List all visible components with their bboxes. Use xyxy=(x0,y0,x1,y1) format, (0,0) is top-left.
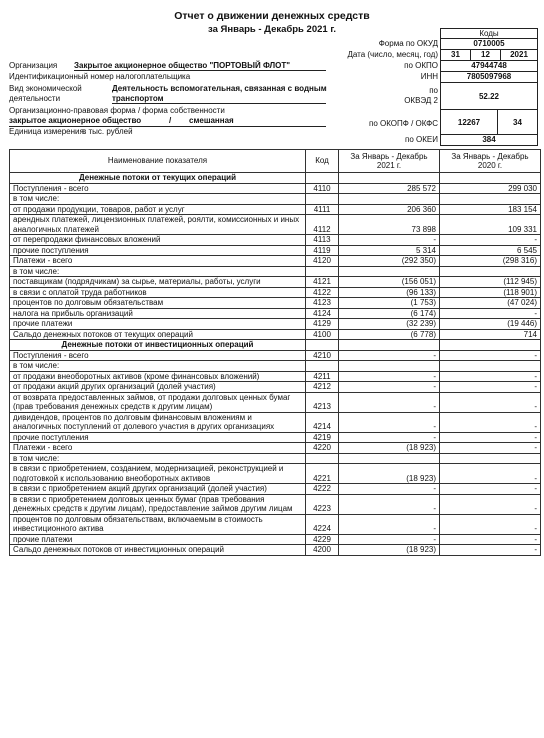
date-month: 12 xyxy=(470,49,501,61)
row-value-2021 xyxy=(339,453,440,464)
row-value-2021: - xyxy=(339,392,440,412)
okopf-label: по ОКОПФ / ОКФС xyxy=(369,119,438,128)
okud-code: 0710005 xyxy=(440,38,538,50)
row-value-2020 xyxy=(440,266,541,277)
row-value-2021: 73 898 xyxy=(339,215,440,235)
row-value-2021 xyxy=(339,266,440,277)
row-name: в том числе: xyxy=(10,453,306,464)
inn-caption: Идентификационный номер налогоплательщика xyxy=(9,72,191,81)
row-code: 4120 xyxy=(306,256,339,267)
row-value-2020: - xyxy=(440,432,541,443)
row-name: от перепродажи финансовых вложений xyxy=(10,235,306,246)
unit-value: в тыс. рублей xyxy=(82,127,133,136)
row-value-2020 xyxy=(440,453,541,464)
row-code: 4100 xyxy=(306,329,339,340)
row-value-2020: - xyxy=(440,235,541,246)
row-value-2021: (292 350) xyxy=(339,256,440,267)
row-name: поставщикам (подрядчикам) за сырье, материалы, работы, услуги xyxy=(10,277,306,288)
row-value-2021: (96 133) xyxy=(339,287,440,298)
table-row xyxy=(10,484,541,495)
row-value-2020: 299 030 xyxy=(440,183,541,194)
okei-label: по ОКЕИ xyxy=(405,135,438,144)
table-row xyxy=(10,266,541,277)
activity-label-2: деятельности xyxy=(9,94,61,103)
row-code xyxy=(306,361,339,372)
row-code: 4122 xyxy=(306,287,339,298)
row-name: в том числе: xyxy=(10,266,306,277)
row-name: в том числе: xyxy=(10,194,306,205)
row-value-2020: - xyxy=(440,382,541,393)
report-period: за Январь - Декабрь 2021 г. xyxy=(208,24,336,35)
inn-code: 7805097968 xyxy=(440,71,538,83)
okved-code: 52.22 xyxy=(440,82,538,110)
row-value-2021: (18 923) xyxy=(339,443,440,454)
row-name: в связи с приобретением долговых ценных бумаг (прав требования денежных средств к другим лицам), предоставление займов другим лицам xyxy=(10,494,306,514)
table-row xyxy=(10,432,541,443)
okud-label: Форма по ОКУД xyxy=(378,39,438,48)
row-code xyxy=(306,194,339,205)
row-value-2021: 285 572 xyxy=(339,183,440,194)
row-value-2021: (32 239) xyxy=(339,319,440,330)
row-name: от продажи внеоборотных активов (кроме финансовых вложений) xyxy=(10,371,306,382)
org-name: Закрытое акционерное общество "ПОРТОВЫЙ ФЛОТ" xyxy=(74,61,326,71)
row-value-2020: - xyxy=(440,494,541,514)
row-name: Поступления - всего xyxy=(10,350,306,361)
table-row xyxy=(10,256,541,267)
row-name: Платежи - всего xyxy=(10,443,306,454)
col-2021-header: За Январь - Декабрь 2021 г. xyxy=(339,150,440,173)
row-value-2020: - xyxy=(440,545,541,556)
unit-label: Единица измерения: xyxy=(9,127,87,136)
row-name: от возврата предоставленных займов, от продажи долговых ценных бумаг (прав требования денежных средств к другим лицам) xyxy=(10,392,306,412)
row-code: 4123 xyxy=(306,298,339,309)
row-value-2021: 206 360 xyxy=(339,204,440,215)
row-name: Сальдо денежных потоков от инвестиционных операций xyxy=(10,545,306,556)
row-value-2020: (47 024) xyxy=(440,298,541,309)
row-name: прочие платежи xyxy=(10,319,306,330)
row-value-2021: (6 174) xyxy=(339,308,440,319)
okpo-label: по ОКПО xyxy=(404,61,438,70)
row-value-2020: - xyxy=(440,308,541,319)
inn-label: ИНН xyxy=(420,72,438,81)
row-code: 4200 xyxy=(306,545,339,556)
row-value-2020 xyxy=(440,194,541,205)
row-value-2020: 6 545 xyxy=(440,245,541,256)
row-name: процентов по долговым обязательствам xyxy=(10,298,306,309)
legal-form-label: Организационно-правовая форма / форма собственности xyxy=(9,106,225,115)
table-row xyxy=(10,464,541,484)
section-row xyxy=(10,173,541,184)
col-2020-header: За Январь - Декабрь 2020 г. xyxy=(440,150,541,173)
row-value-2021: - xyxy=(339,235,440,246)
row-code: 4129 xyxy=(306,319,339,330)
table-row xyxy=(10,382,541,393)
row-value-2021: 5 314 xyxy=(339,245,440,256)
table-row xyxy=(10,534,541,545)
table-row xyxy=(10,245,541,256)
cash-flow-table xyxy=(9,149,541,556)
activity-label-1: Вид экономической xyxy=(9,84,82,93)
row-code: 4113 xyxy=(306,235,339,246)
sec-2021-cell xyxy=(339,340,440,351)
row-name: прочие поступления xyxy=(10,432,306,443)
legal-form-slash: / xyxy=(169,116,172,125)
sec-code-cell xyxy=(306,173,339,184)
legal-form: закрытое акционерное общество xyxy=(9,116,142,125)
row-value-2021: (18 923) xyxy=(339,545,440,556)
table-row xyxy=(10,371,541,382)
row-value-2020: 109 331 xyxy=(440,215,541,235)
row-value-2020: (112 945) xyxy=(440,277,541,288)
table-row xyxy=(10,287,541,298)
col-code-header: Код xyxy=(306,150,339,173)
row-value-2020: (19 446) xyxy=(440,319,541,330)
table-row xyxy=(10,545,541,556)
row-code: 4121 xyxy=(306,277,339,288)
date-year: 2021 xyxy=(500,49,538,61)
table-row xyxy=(10,329,541,340)
row-name: прочие платежи xyxy=(10,534,306,545)
row-value-2021: - xyxy=(339,514,440,534)
section-title: Денежные потоки от инвестиционных операций xyxy=(10,340,306,351)
row-name: Сальдо денежных потоков от текущих операций xyxy=(10,329,306,340)
table-row xyxy=(10,308,541,319)
row-code: 4211 xyxy=(306,371,339,382)
sec-2020-cell xyxy=(440,173,541,184)
row-value-2020: - xyxy=(440,412,541,432)
ownership: смешанная xyxy=(189,116,234,125)
row-name: от продажи акций других организаций (долей участия) xyxy=(10,382,306,393)
row-code: 4210 xyxy=(306,350,339,361)
row-value-2020: - xyxy=(440,350,541,361)
sec-2021-cell xyxy=(339,173,440,184)
date-day: 31 xyxy=(440,49,471,61)
row-name: в связи с приобретением акций других организаций (долей участия) xyxy=(10,484,306,495)
row-code: 4220 xyxy=(306,443,339,454)
table-row xyxy=(10,235,541,246)
row-value-2020: (298 316) xyxy=(440,256,541,267)
row-name: Поступления - всего xyxy=(10,183,306,194)
table-row xyxy=(10,392,541,412)
okpo-code: 47944748 xyxy=(440,60,538,72)
table-body xyxy=(10,173,541,556)
org-label: Организация xyxy=(9,61,58,70)
row-value-2021: (6 778) xyxy=(339,329,440,340)
section-title: Денежные потоки от текущих операций xyxy=(10,173,306,184)
okved-label-1: по xyxy=(429,86,438,95)
row-name: Платежи - всего xyxy=(10,256,306,267)
row-value-2021 xyxy=(339,361,440,372)
row-code: 4222 xyxy=(306,484,339,495)
row-code: 4111 xyxy=(306,204,339,215)
codes-header: Коды xyxy=(440,28,538,39)
row-value-2020: - xyxy=(440,443,541,454)
row-value-2020: - xyxy=(440,371,541,382)
row-name: в связи с приобретением, созданием, модернизацией, реконструкцией и подготовкой к использованию внеоборотных активов xyxy=(10,464,306,484)
row-code: 4229 xyxy=(306,534,339,545)
table-row xyxy=(10,215,541,235)
row-code: 4219 xyxy=(306,432,339,443)
okfs-code: 34 xyxy=(497,109,538,135)
row-code: 4212 xyxy=(306,382,339,393)
table-row xyxy=(10,204,541,215)
row-value-2021 xyxy=(339,194,440,205)
row-value-2021: - xyxy=(339,350,440,361)
row-value-2020 xyxy=(440,361,541,372)
row-code: 4224 xyxy=(306,514,339,534)
sec-code-cell xyxy=(306,340,339,351)
row-value-2021: - xyxy=(339,534,440,545)
row-name: дивидендов, процентов по долговым финансовым вложениям и аналогичных поступлений от долевого участия в других организациях xyxy=(10,412,306,432)
col-name-header: Наименование показателя xyxy=(10,150,306,173)
row-code: 4112 xyxy=(306,215,339,235)
table-row xyxy=(10,514,541,534)
row-name: от продажи продукции, товаров, работ и услуг xyxy=(10,204,306,215)
row-name: арендных платежей, лицензионных платежей, роялти, комиссионных и иных аналогичных платежей xyxy=(10,215,306,235)
table-row xyxy=(10,277,541,288)
table-row xyxy=(10,350,541,361)
row-value-2020: - xyxy=(440,464,541,484)
activity-line-1: Деятельность вспомогательная, связанная с водным xyxy=(112,84,327,93)
row-value-2020: 183 154 xyxy=(440,204,541,215)
row-value-2021: - xyxy=(339,382,440,393)
row-code xyxy=(306,266,339,277)
row-code: 4221 xyxy=(306,464,339,484)
section-row xyxy=(10,340,541,351)
row-value-2020: - xyxy=(440,392,541,412)
table-row xyxy=(10,361,541,372)
table-row xyxy=(10,194,541,205)
row-code: 4214 xyxy=(306,412,339,432)
row-value-2020: - xyxy=(440,484,541,495)
activity-line-2: транспортом xyxy=(112,94,326,104)
sec-2020-cell xyxy=(440,340,541,351)
table-row xyxy=(10,443,541,454)
table-row xyxy=(10,183,541,194)
row-value-2021: - xyxy=(339,432,440,443)
row-name: в том числе: xyxy=(10,361,306,372)
legal-form-line xyxy=(9,116,326,127)
row-value-2020: (118 901) xyxy=(440,287,541,298)
row-code: 4213 xyxy=(306,392,339,412)
row-value-2021: - xyxy=(339,494,440,514)
okved-label-2: ОКВЭД 2 xyxy=(404,96,438,105)
row-value-2021: (156 051) xyxy=(339,277,440,288)
row-value-2021: - xyxy=(339,371,440,382)
row-value-2021: - xyxy=(339,484,440,495)
row-value-2021: (1 753) xyxy=(339,298,440,309)
row-name: налога на прибыль организаций xyxy=(10,308,306,319)
row-code: 4119 xyxy=(306,245,339,256)
row-name: прочие поступления xyxy=(10,245,306,256)
okopf-code: 12267 xyxy=(440,109,498,135)
row-value-2021: (18 923) xyxy=(339,464,440,484)
row-value-2020: 714 xyxy=(440,329,541,340)
row-code xyxy=(306,453,339,464)
row-code: 4124 xyxy=(306,308,339,319)
okei-code: 384 xyxy=(440,134,538,146)
report-title: Отчет о движении денежных средств xyxy=(174,10,370,22)
row-value-2020: - xyxy=(440,514,541,534)
row-value-2021: - xyxy=(339,412,440,432)
table-row xyxy=(10,453,541,464)
table-row xyxy=(10,412,541,432)
row-name: процентов по долговым обязательствам, включаемым в стоимость инвестиционного актива xyxy=(10,514,306,534)
table-row xyxy=(10,298,541,309)
table-row xyxy=(10,494,541,514)
table-row xyxy=(10,319,541,330)
row-value-2020: - xyxy=(440,534,541,545)
row-code: 4110 xyxy=(306,183,339,194)
row-code: 4223 xyxy=(306,494,339,514)
date-label: Дата (число, месяц, год) xyxy=(347,50,438,59)
row-name: в связи с оплатой труда работников xyxy=(10,287,306,298)
